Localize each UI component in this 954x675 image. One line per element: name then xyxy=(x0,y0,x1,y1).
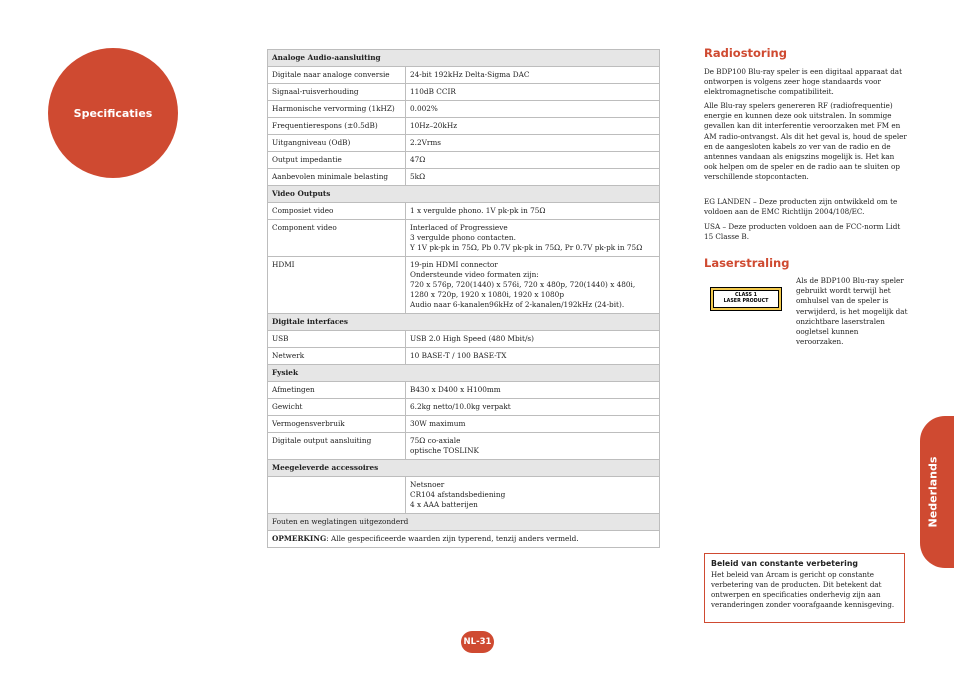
section-heading-physical: Fysiek xyxy=(268,365,660,382)
table-row: Netwerk 10 BASE-T / 100 BASE-TX xyxy=(268,348,660,365)
section-label: Specificaties xyxy=(73,106,153,120)
table-row: USB USB 2.0 High Speed (480 Mbit/s) xyxy=(268,331,660,348)
page-number: NL-31 xyxy=(461,631,494,653)
hdmi-value: 19-pin HDMI connector Ondersteunde video formaten zijn: 720 x 576p, 720(1440) x 576i, 720 x 480p, 720(1440) x 480i, 1280 x 720p, 1920 x 1080i, 1920 x 1080p Audio naar 6-kanalen96kHz of 2-kanalen/192kHz (24-bit). xyxy=(406,257,660,314)
table-row: Vermogensverbruik 30W maximum xyxy=(268,416,660,433)
remark-note: OPMERKING: Alle gespecificeerde waarden zijn typerend, tenzij anders vermeld. xyxy=(268,531,660,548)
table-row: Digitale naar analoge conversie 24-bit 192kHz Delta-Sigma DAC xyxy=(268,67,660,84)
table-row: HDMI 19-pin HDMI connector Ondersteunde video formaten zijn: 720 x 576p, 720(1440) x 576i, 720 x 480p, 720(1440) x 480i, 1280 x 720p, 1920 x 1080i, 1920 x 1080p Audio naar 6-kanalen96kHz of 2-kanalen/192kHz (24-bit). xyxy=(268,257,660,314)
radio-paragraph: De BDP100 Blu-ray speler is een digitaal apparaat dat ontworpen is volgens zeer hoge standaards voor elektromagnetische compatibiliteit. xyxy=(704,67,902,97)
section-heading-video: Video Outputs xyxy=(268,186,660,203)
section-heading-audio: Analoge Audio-aansluiting xyxy=(268,50,660,67)
policy-box xyxy=(704,553,905,623)
digital-output-value: 75Ω co-axiale optische TOSLINK xyxy=(406,433,660,460)
accessories-value: Netsnoer CR104 afstandsbediening 4 x AAA batterijen xyxy=(406,477,660,514)
section-heading-accessories: Meegeleverde accessoires xyxy=(268,460,660,477)
laser-class-label xyxy=(710,287,782,311)
errors-note: Fouten en weglatingen uitgezonderd xyxy=(268,514,660,531)
radio-paragraph: EG LANDEN – Deze producten zijn ontwikkeld om te voldoen aan de EMC Richtlijn 2004/108/EC. xyxy=(704,197,898,217)
laser-label-inner: CLASS 1 LASER PRODUCT xyxy=(713,290,779,308)
component-video-value: Interlaced of Progressieve 3 vergulde phono contacten. Y 1V pk-pk in 75Ω, Pb 0.7V pk-pk in 75Ω, Pr 0.7V pk-pk in 75Ω xyxy=(406,220,660,257)
radio-heading: Radiostoring xyxy=(704,46,787,60)
laser-heading: Laserstraling xyxy=(704,256,790,270)
laser-paragraph: Als de BDP100 Blu-ray speler gebruikt wordt terwijl het omhulsel van de speler is verwijderd, is het mogelijk dat onzichtbare laserstralen oogletsel kunnen veroorzaken. xyxy=(796,276,908,347)
table-row: Output impedantie 47Ω xyxy=(268,152,660,169)
radio-paragraph: USA – Deze producten voldoen aan de FCC-norm Lidt 15 Classe B. xyxy=(704,222,901,242)
section-circle xyxy=(48,48,178,178)
table-row: Composiet video 1 x vergulde phono. 1V pk-pk in 75Ω xyxy=(268,203,660,220)
table-row: Afmetingen B430 x D400 x H100mm xyxy=(268,382,660,399)
radio-paragraph: Alle Blu-ray spelers genereren RF (radiofrequentie) energie en kunnen deze ook uitstralen. In sommige gevallen kan dit interferentie veroorzaken met FM en AM radio-ontvangst. Als dit het geval is, houd de speler en de aangesloten kabels zo ver van de radio en de antennes vandaan als enigszins mogelijk is. Het kan ook helpen om de speler en de radio aan te sluiten op verschillende stopcontacten. xyxy=(704,101,907,182)
table-row: Digitale output aansluiting 75Ω co-axiale optische TOSLINK xyxy=(268,433,660,460)
table-row: Harmonische vervorming (1kHZ) 0.002% xyxy=(268,101,660,118)
policy-title: Beleid van constante verbetering xyxy=(711,559,858,568)
table-row: Signaal-ruisverhouding 110dB CCIR xyxy=(268,84,660,101)
table-row: Component video Interlaced of Progressieve 3 vergulde phono contacten. Y 1V pk-pk in 75Ω, Pb 0.7V pk-pk in 75Ω, Pr 0.7V pk-pk in 75Ω xyxy=(268,220,660,257)
table-row: Aanbevolen minimale belasting 5kΩ xyxy=(268,169,660,186)
specifications-table xyxy=(267,49,660,548)
table-row: Frequentierespons (±0.5dB) 10Hz–20kHz xyxy=(268,118,660,135)
policy-text: Het beleid van Arcam is gericht op constante verbetering van de producten. Dit betekent dat ontwerpen en specificaties onderhevig zijn aan veranderingen zonder voorafgaande kennisgeving. xyxy=(711,570,895,609)
section-heading-digital: Digitale interfaces xyxy=(268,314,660,331)
language-tab xyxy=(920,416,954,568)
language-tab-label: Nederlands xyxy=(926,456,940,528)
table-row: Gewicht 6.2kg netto/10.0kg verpakt xyxy=(268,399,660,416)
table-row xyxy=(268,477,660,514)
table-row: Uitgangniveau (OdB) 2.2Vrms xyxy=(268,135,660,152)
